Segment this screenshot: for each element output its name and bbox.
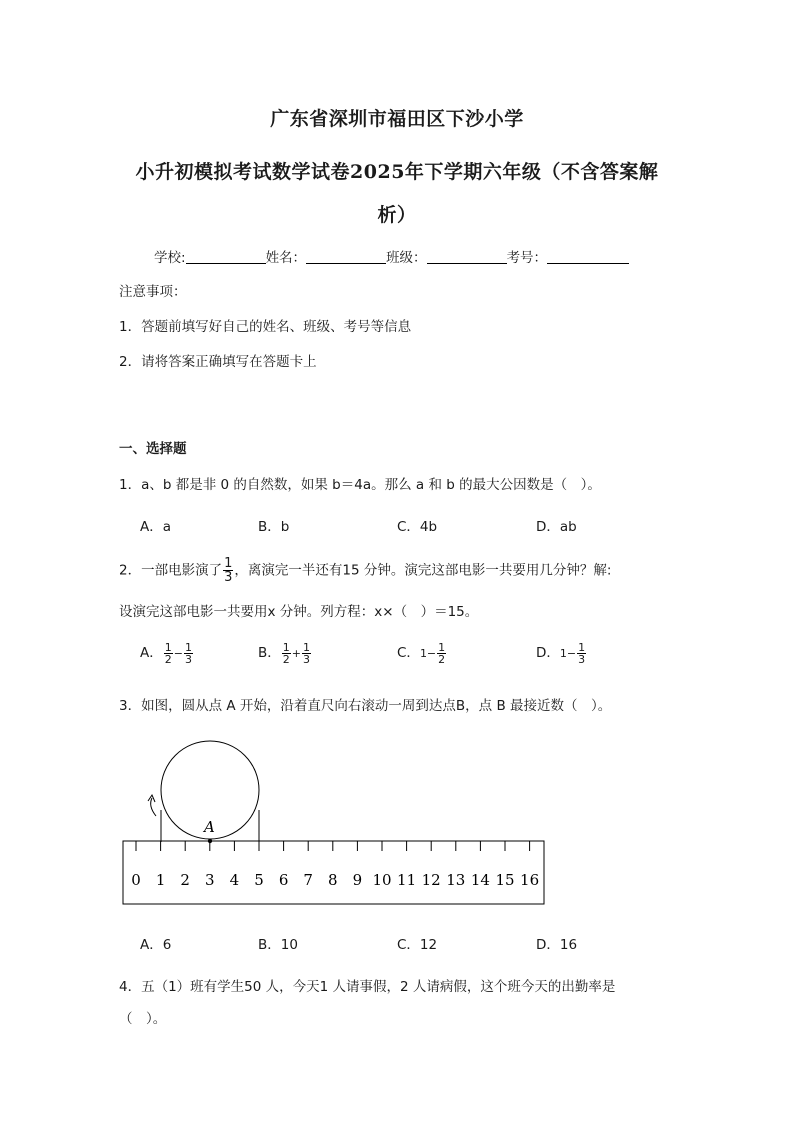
q2-stem-pre: 2．一部电影演了 [119,562,223,579]
ruler-number: 15 [495,871,515,889]
q2-option-b[interactable]: B． $\frac{1}{2}$ + $\frac{1}{3}$ [258,640,310,666]
name-label: 姓名： [265,250,307,266]
ruler-number: 5 [254,871,264,889]
school-blank[interactable] [186,249,266,264]
section-heading: 一、选择题 [119,441,187,457]
ruler-number: 4 [229,871,240,889]
question-2-stem [119,557,611,584]
ruler-number: 6 [278,871,289,889]
ruler-number: 10 [372,871,392,889]
school-label: 学校: [154,250,186,266]
ruler-number: 12 [421,871,441,889]
page-title-line3: 析） [377,204,417,226]
page-title-line2: 小升初模拟考试数学试卷2025年下学期六年级（不含答案解 [135,161,659,183]
q2-option-d[interactable]: D．1− $\frac{1}{3}$ [536,640,586,666]
q3-option-d[interactable]: D．16 [536,937,578,953]
question-2-line2: 设演完这部电影一共要用x 分钟。列方程：x×（ ）＝15。 [119,604,479,620]
question-3-stem: 3．如图，圆从点 A 开始，沿着直尺向右滚动一周到达点B，点 B 最接近数（ ）。 [119,698,612,714]
q2-option-c[interactable]: C．1− $\frac{1}{2}$ [397,640,446,666]
ruler-number: 1 [155,871,166,889]
ruler-labels [131,871,539,889]
q1-option-b[interactable]: B．b [258,519,290,535]
ruler-number: 3 [205,871,215,889]
question-4-stem-line1: 4．五（1）班有学生50 人，今天1 人请事假，2 人请病假，这个班今天的出勤率是 [119,979,616,995]
q3-option-b[interactable]: B．10 [258,937,298,953]
q3-option-c[interactable]: C．12 [397,937,438,953]
note-item-1: 1．答题前填写好自己的姓名、班级、考号等信息 [119,319,412,335]
point-a-label: A [204,818,215,836]
ruler-ticks [136,841,530,851]
note-item-2: 2．请将答案正确填写在答题卡上 [119,354,317,370]
q1-option-d[interactable]: D．ab [536,519,577,535]
question-1-stem: 1．a、b 都是非 0 的自然数，如果 b＝4a。那么 a 和 b 的最大公因数是（ ）。 [119,477,601,493]
ruler-circle-figure [118,738,550,910]
ruler-number: 8 [328,871,338,889]
exam-no-label: 考号： [506,250,548,266]
page-title-line1: 广东省深圳市福田区下沙小学 [270,108,524,130]
q2-fraction: $\frac{1}{3}$ [224,556,233,585]
info-fields-row [154,246,629,266]
question-4-stem-line2: （ ）。 [119,1011,167,1027]
ruler-number: 9 [352,871,363,889]
name-blank[interactable] [306,249,386,264]
q2-stem-post: ，离演完一半还有15 分钟。演完这部电影一共要用几分钟？解: [234,562,612,579]
ruler-number: 2 [180,871,190,889]
q2-option-a[interactable]: A． $\frac{1}{2}$ − $\frac{1}{3}$ [140,640,192,666]
ruler-number: 13 [446,871,466,889]
notes-heading: 注意事项： [119,284,187,300]
ruler-number: 7 [303,871,313,889]
class-label: 班级： [386,250,427,266]
ruler-number: 16 [520,871,540,889]
exam-no-blank[interactable] [547,249,629,264]
ruler-number: 14 [470,871,490,889]
ruler-number: 11 [397,871,417,889]
q1-option-c[interactable]: C．4b [397,519,438,535]
class-blank[interactable] [427,249,507,264]
rotation-arrow-icon [151,798,156,816]
ruler-number: 0 [131,871,141,889]
q1-option-a[interactable]: A．a [140,519,172,535]
q3-option-a[interactable]: A．6 [140,937,172,953]
